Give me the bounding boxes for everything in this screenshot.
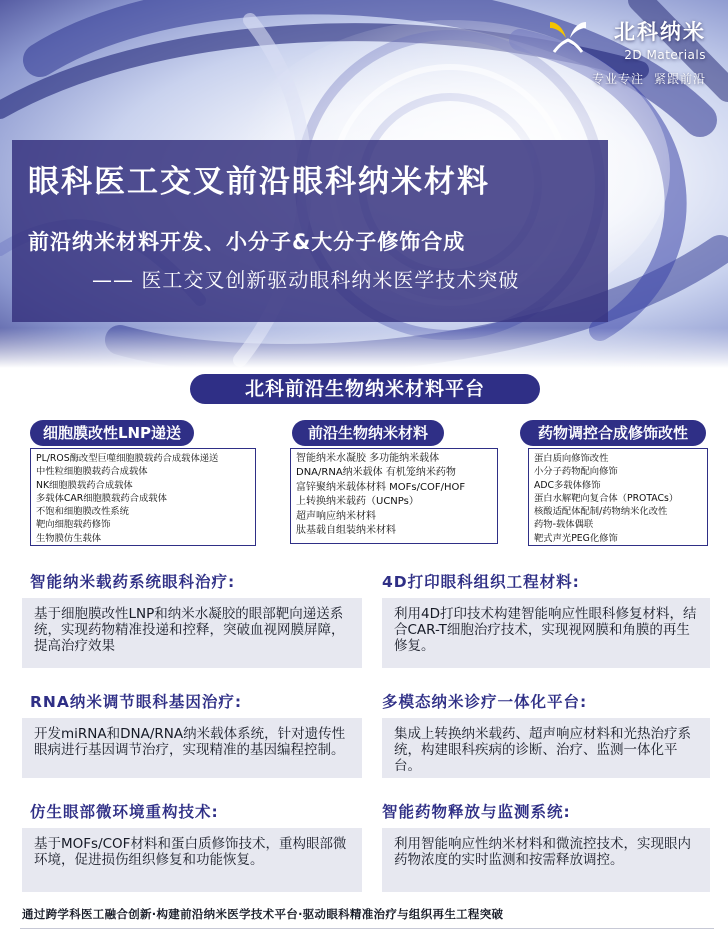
page-title: 眼科医工交叉前沿眼科纳米材料 <box>28 164 490 200</box>
list-item: 生物膜仿生载体 <box>36 532 102 544</box>
list-item: 富锌聚纳米载体材料 MOFs/COF/HOF <box>296 481 466 493</box>
brand-name-cn: 北科纳米 <box>614 20 706 44</box>
list-item: NK细胞膜载药合成载体 <box>36 479 133 491</box>
feature-body-smart-delivery: 基于细胞膜改性LNP和纳米水凝胶的眼部靶向递送系统，实现药物精准投递和控释，突破血视网膜屏障，提高治疗效果 <box>22 598 362 668</box>
feature-body-4d-printing: 利用4D打印技术构建智能响应性眼科修复材料，结合CAR-T细胞治疗技术，实现视网膜和角膜的再生修复。 <box>382 598 710 668</box>
column-list-bio-nano <box>290 448 498 544</box>
page-subtitle: 前沿纳米材料开发、小分子&大分子修饰合成 <box>28 230 466 254</box>
brand-logo <box>592 16 706 87</box>
brand-slogan-2: 紧跟前沿 <box>653 72 706 86</box>
list-item: 超声响应纳米材料 <box>296 510 376 522</box>
brand-slogan-1: 专业专注 <box>591 72 644 86</box>
footer-statement: 通过跨学科医工融合创新·构建前沿纳米医学技术平台·驱动眼科精准治疗与组织再生工程突破 <box>22 907 504 921</box>
feature-title-drug-release: 智能药物释放与监测系统: <box>382 803 571 821</box>
column-heading-drug-modification: 药物调控合成修饰改性 <box>520 420 706 446</box>
list-item: 药物-载体偶联 <box>534 519 594 531</box>
feature-title-smart-delivery: 智能纳米载药系统眼科治疗: <box>30 573 236 591</box>
platform-title: 北科前沿生物纳米材料平台 <box>190 374 540 404</box>
feature-title-microenvironment: 仿生眼部微环境重构技术: <box>30 803 219 821</box>
feature-body-multimodal-platform: 集成上转换纳米载药、超声响应材料和光热治疗系统，构建眼科疾病的诊断、治疗、监测一体化平台。 <box>382 718 710 778</box>
list-item: 靶向细胞载药修饰 <box>36 519 111 531</box>
feature-title-multimodal-platform: 多模态纳米诊疗一体化平台: <box>382 693 588 711</box>
list-item: 核酸适配体配制/药物纳米化改性 <box>534 506 668 518</box>
column-list-drug-modification <box>528 448 708 546</box>
column-heading-cell-membrane: 细胞膜改性LNP递送 <box>30 420 194 446</box>
feature-body-rna-gene-therapy: 开发miRNA和DNA/RNA纳米载体系统，针对遗传性眼病进行基因调节治疗，实现精准的基因编程控制。 <box>22 718 362 778</box>
list-item: 肽基载自组装纳米材料 <box>296 525 396 537</box>
list-item: DNA/RNA纳米载体 有机笼纳米药物 <box>296 467 456 479</box>
list-item: 上转换纳米载药（UCNPs） <box>296 496 419 508</box>
feature-body-microenvironment: 基于MOFs/COF材料和蛋白质修饰技术，重构眼部微环境，促进损伤组织修复和功能恢复。 <box>22 828 362 892</box>
column-heading-bio-nano: 前沿生物纳米材料 <box>292 420 444 446</box>
list-item: 小分子药物配向修饰 <box>534 466 618 478</box>
list-item: ADC多载体修饰 <box>534 479 601 491</box>
logo-mark-icon <box>548 18 588 54</box>
list-item: 蛋白水解靶向复合体（PROTACs） <box>534 492 679 504</box>
list-item: 靶式声光PEG化修饰 <box>534 532 618 544</box>
feature-title-rna-gene-therapy: RNA纳米调节眼科基因治疗: <box>30 693 243 711</box>
list-item: 智能纳米水凝胶 多功能纳米载体 <box>296 453 440 464</box>
list-item: 蛋白质向修饰改性 <box>534 453 609 464</box>
hero-fade <box>0 328 728 368</box>
list-item: 中性粒细胞膜载药合成载体 <box>36 466 148 478</box>
title-band <box>12 140 608 322</box>
page-tagline: —— 医工交叉创新驱动眼科纳米医学技术突破 <box>92 268 520 292</box>
brand-slogan <box>592 70 706 87</box>
column-list-cell-membrane <box>30 448 256 546</box>
list-item: 不饱和细胞膜改性系统 <box>36 506 129 518</box>
hero-banner <box>0 0 728 368</box>
feature-title-4d-printing: 4D打印眼科组织工程材料: <box>382 573 580 591</box>
list-item: 多载体CAR细胞膜载药合成载体 <box>36 492 167 504</box>
list-item: PL/ROS酶改型巨噬细胞膜载药合成载体递送 <box>36 453 219 464</box>
feature-body-drug-release: 利用智能响应性纳米材料和微流控技术，实现眼内药物浓度的实时监测和按需释放调控。 <box>382 828 710 892</box>
brand-name-en: 2D Materials <box>624 48 706 62</box>
